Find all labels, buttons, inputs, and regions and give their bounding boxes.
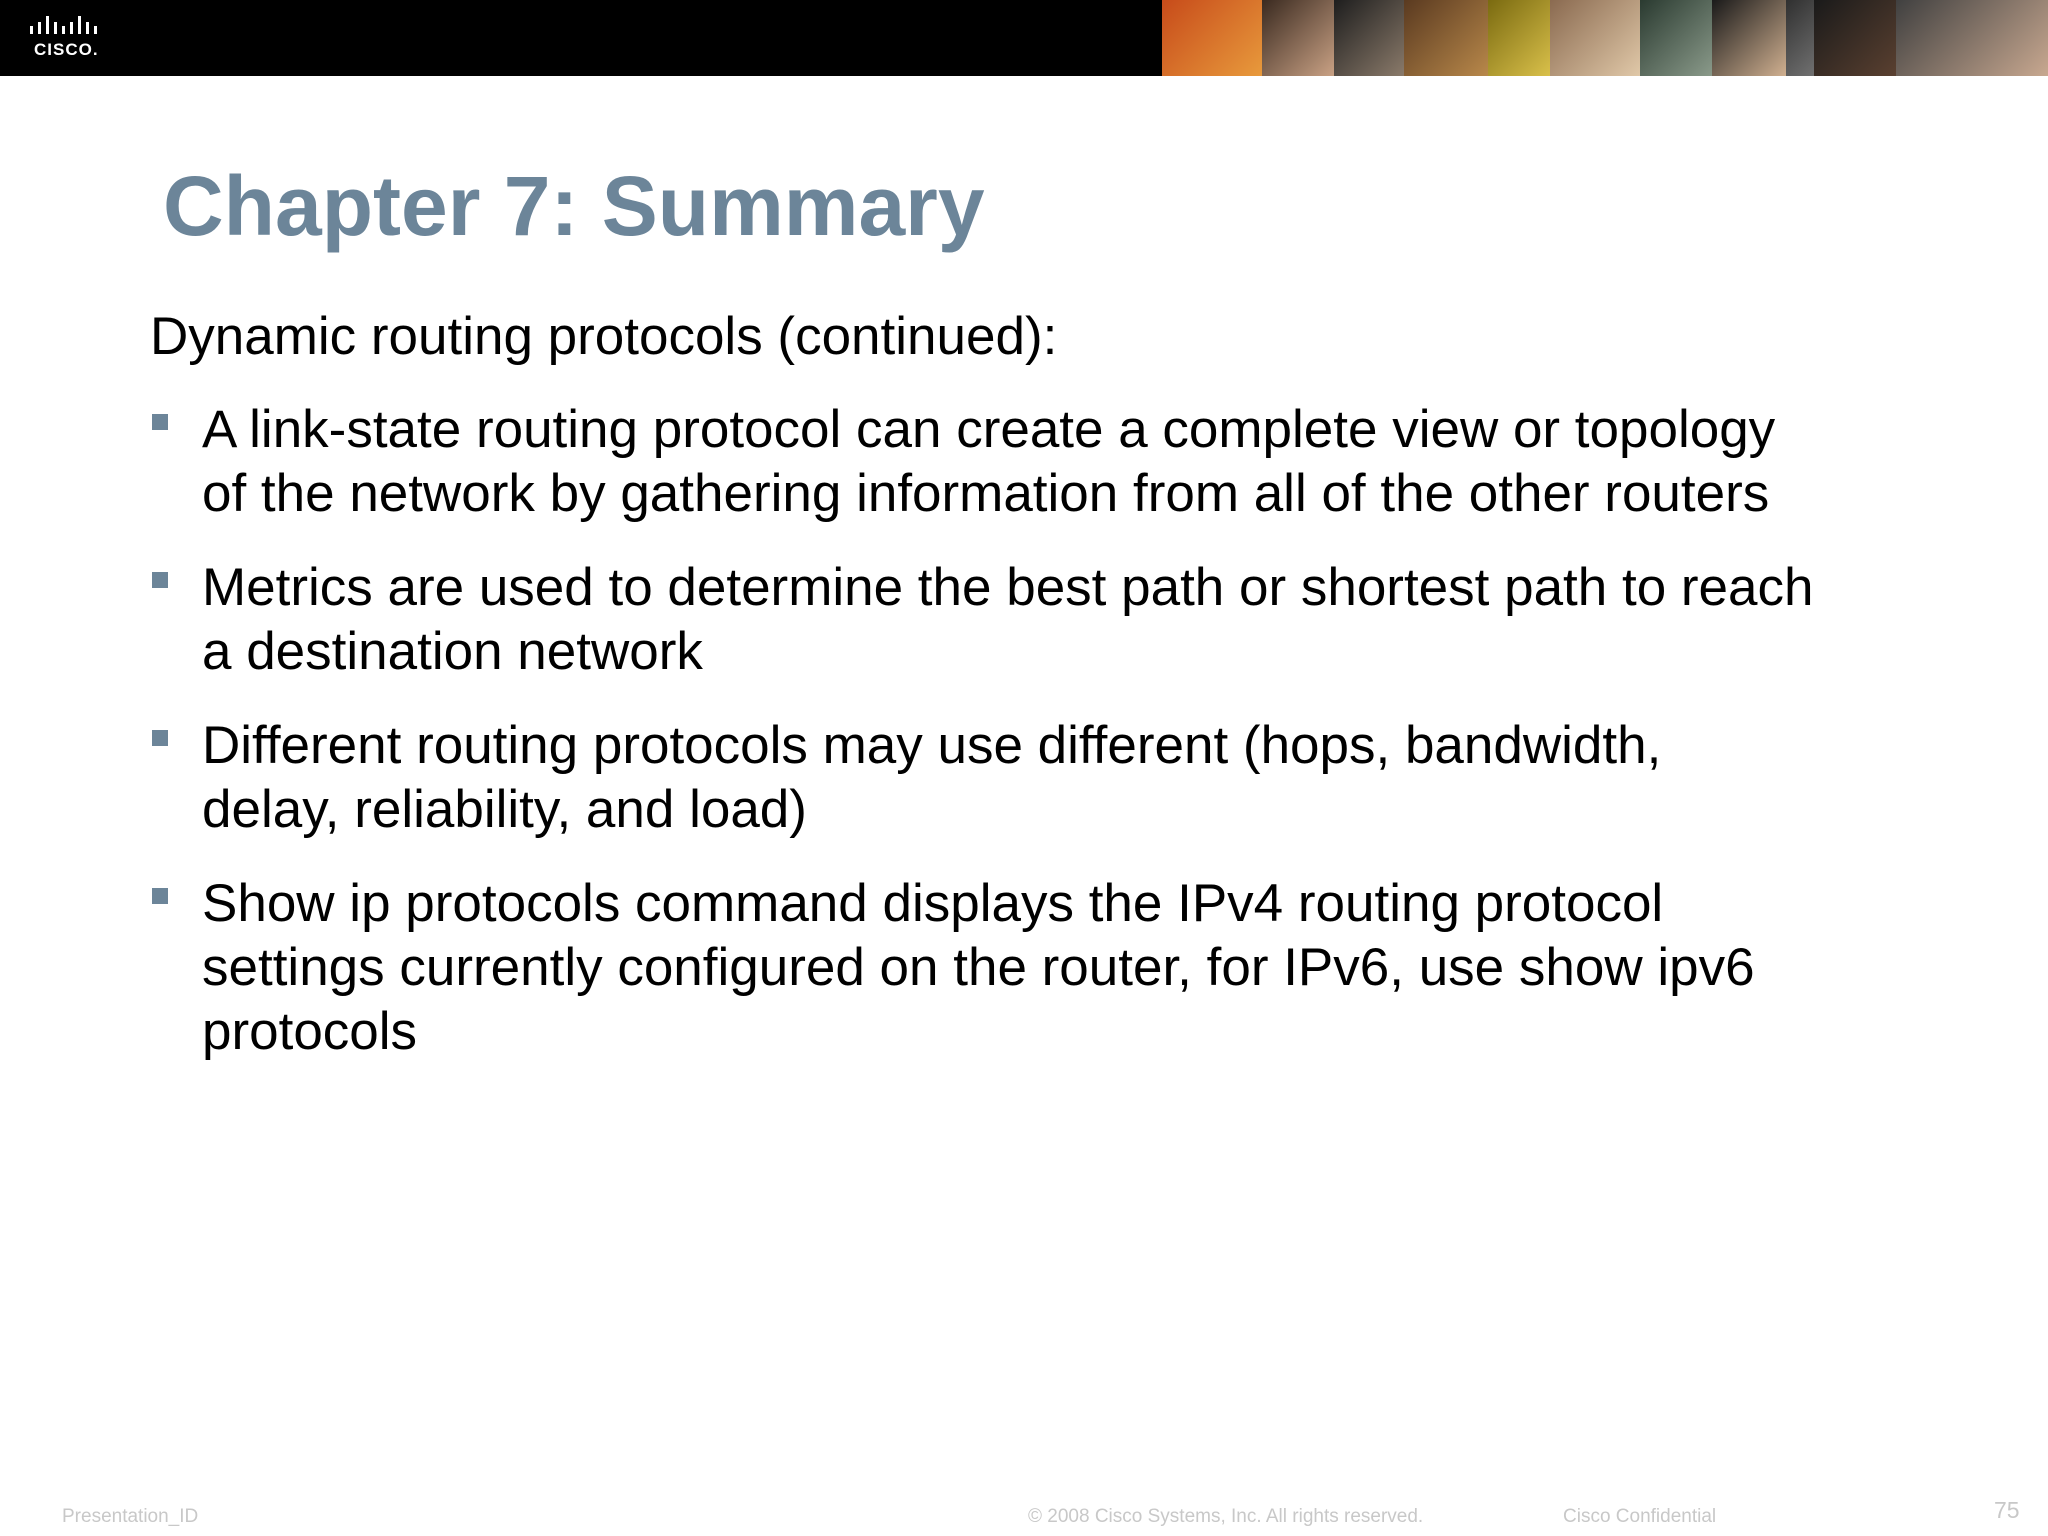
footer-confidential: Cisco Confidential (1563, 1506, 1717, 1527)
bullet-text-line: Show ip protocols command displays the IPv4 routing protocol (202, 874, 1664, 933)
chalkboard-photo (1640, 0, 1712, 76)
bullet-item (150, 556, 1950, 684)
woman-headscarf-photo (1550, 0, 1640, 76)
bullet-text-line: protocols (202, 1002, 418, 1061)
bullet-item (150, 872, 1950, 1064)
woman-portrait-photo (1262, 0, 1334, 76)
photo-strip (1162, 0, 2048, 76)
bullet-item (150, 398, 1950, 526)
logo-wordmark: CISCO. (34, 40, 99, 59)
bullet-text-line: delay, reliability, and load) (202, 780, 807, 839)
man-portrait-photo (1814, 0, 1896, 76)
asian-woman-portrait-photo (1712, 0, 1786, 76)
slide-title: Chapter 7: Summary (163, 159, 985, 253)
bullet-text-line: settings currently configured on the router, for IPv6, use show ipv6 (202, 938, 1755, 997)
bullet-text-line: of the network by gathering information from all of the other routers (202, 464, 1770, 523)
young-man-portrait-photo (1404, 0, 1488, 76)
footer-presentation-id: Presentation_ID (62, 1506, 199, 1527)
bullet-item (150, 714, 1950, 842)
bullet-list (150, 398, 1950, 1094)
footer-copyright: © 2008 Cisco Systems, Inc. All rights reserved. (1028, 1506, 1424, 1527)
man-cap-portrait-photo (1896, 0, 2048, 76)
square-bullet-icon (152, 414, 168, 430)
bullet-text-line: Metrics are used to determine the best path or shortest path to reach (202, 558, 1814, 617)
cisco-logo (28, 14, 118, 62)
bullet-text-line: A link-state routing protocol can create a complete view or topology (202, 400, 1776, 459)
orange-pattern-photo (1162, 0, 1262, 76)
yellow-pattern-photo (1488, 0, 1550, 76)
square-bullet-icon (152, 730, 168, 746)
square-bullet-icon (152, 572, 168, 588)
square-bullet-icon (152, 888, 168, 904)
dark-stripe-photo (1786, 0, 1814, 76)
bullet-text-line: Different routing protocols may use different (hops, bandwidth, (202, 716, 1662, 775)
header-bar (0, 0, 2048, 76)
cisco-bars-icon (28, 14, 118, 38)
intro-text: Dynamic routing protocols (continued): (150, 307, 1058, 366)
bullet-text-line: a destination network (202, 622, 703, 681)
man-hand-chin-photo (1334, 0, 1404, 76)
page-number: 75 (1994, 1497, 2020, 1523)
